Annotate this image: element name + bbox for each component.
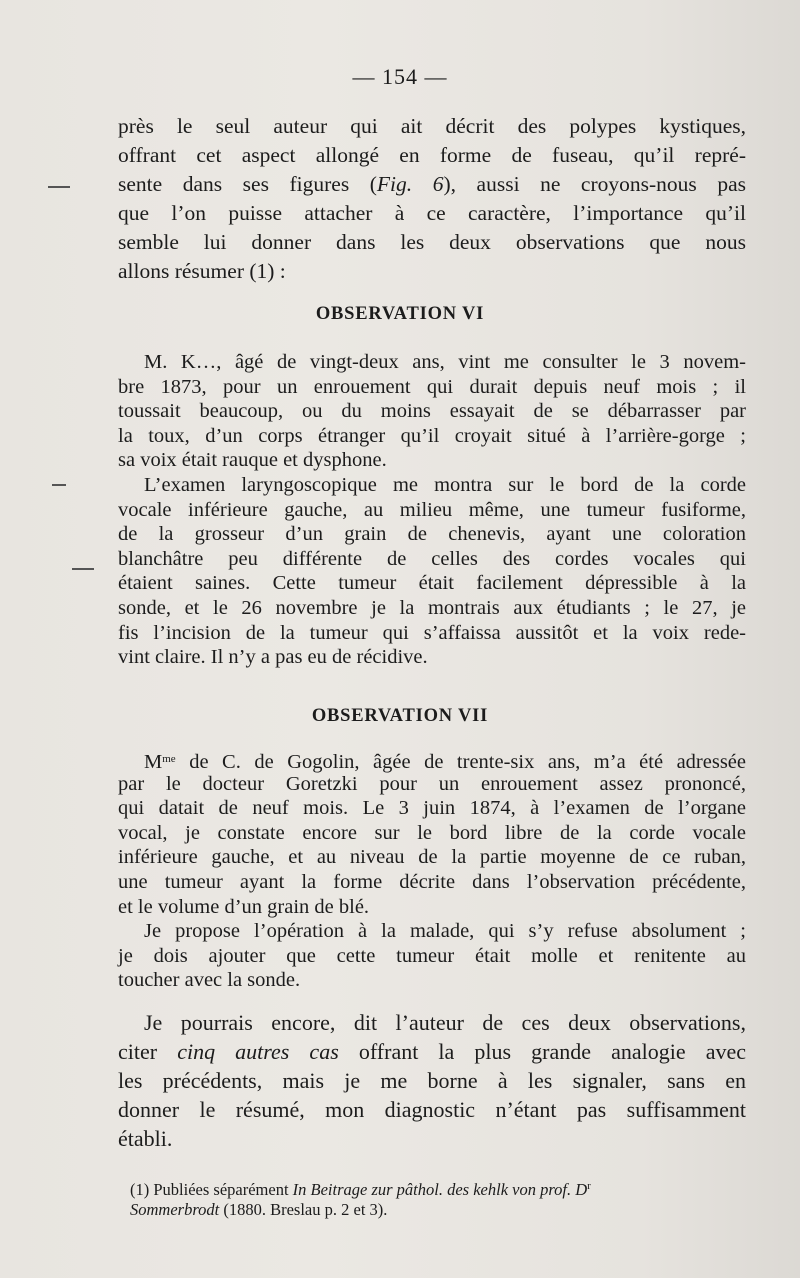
text-line [118,170,746,199]
text-segment: sente dans ses figures ( [118,172,377,196]
text-line: vocale inférieure gauche, au milieu même, une tumeur fusiforme, [118,498,746,521]
text-line: de la grosseur d’un grain de chenevis, ayant une coloration [118,523,746,546]
footnote-tail: (1880. Breslau p. 2 et 3). [219,1200,388,1219]
text-line: une tumeur ayant la forme décrite dans l’observation précédente, [118,870,746,893]
text-line: donner le résumé, mon diagnostic n’étant pas suffisamment [118,1097,746,1122]
superscript: me [162,753,176,765]
text-line: toussait beaucoup, ou du moins essayait de se débarrasser par [118,400,746,423]
observation-vi-text [118,350,746,670]
text-line: je dois ajouter que cette tumeur était molle et renitente au [118,944,746,967]
text-line: par le docteur Goretzki pour un enrouement assez prononcé, [118,772,746,795]
text-segment: M [144,751,163,773]
footnote-line [130,1198,750,1222]
text-line [118,1037,746,1066]
text-segment: de C. de Gogolin, âgée de trente-six ans, m’a été adressée [175,751,746,773]
text-line: Je propose l’opération à la malade, qui s’y refuse absolument ; [144,920,746,943]
text-line: les précédents, mais je me borne à les signaler, sans en [118,1068,746,1093]
text-segment: citer [118,1039,178,1064]
intro-paragraph [118,112,746,286]
text-line: offrant cet aspect allongé en forme de fuseau, qu’il repré- [118,143,746,167]
footnote-source: In Beitrage zur pâthol. des kehlk von prof. D [292,1180,588,1199]
footnote-author: Sommerbrodt [130,1200,220,1219]
figure-reference: Fig. 6 [376,172,444,196]
text-line: vint claire. Il n’y a pas eu de récidive. [118,646,428,669]
margin-mark [52,484,66,486]
text-line: inférieure gauche, et au niveau de la partie moyenne de ce ruban, [118,846,746,869]
footnote [130,1174,750,1222]
text-line: vocal, je constate encore sur le bord libre de la corde vocale [118,821,746,844]
text-line: Je pourrais encore, dit l’auteur de ces deux observations, [144,1010,746,1035]
text-line: sa voix était rauque et dysphone. [118,449,387,472]
text-segment: offrant la plus grande analogie avec [338,1039,746,1064]
text-line: allons résumer (1) : [118,259,286,283]
text-line: et le volume d’un grain de blé. [118,895,370,918]
text-line: fis l’incision de la tumeur qui s’affaissa aussitôt et la voix rede- [118,621,746,644]
margin-mark [48,186,70,188]
observation-vii-text [118,747,746,993]
closing-paragraph [118,1008,746,1153]
text-line: M. K…, âgé de vingt-deux ans, vint me consulter le 3 novem- [144,351,746,373]
margin-mark [72,568,94,570]
text-line: la toux, d’un corps étranger qu’il croyait situé à l’arrière-gorge ; [118,424,746,447]
text-line: bre 1873, pour un enrouement qui durait depuis neuf mois ; il [118,375,746,398]
text-line: qui datait de neuf mois. Le 3 juin 1874, à l’examen de l’organe [118,797,746,820]
text-line [118,747,746,772]
text-line: blanchâtre peu différente de celles des cordes vocales qui [118,547,746,570]
text-line: près le seul auteur qui ait décrit des polypes kystiques, [118,114,746,138]
section-heading-observation-vi: OBSERVATION VI [315,304,485,324]
italic-phrase: cinq autres cas [177,1039,339,1064]
text-line: toucher avec la sonde. [118,969,301,992]
section-heading-observation-vii: OBSERVATION VII [311,706,489,726]
footnote-marker: (1) Publiées séparément [130,1180,293,1199]
text-line: sonde, et le 26 novembre je la montrais aux étudiants ; le 27, je [118,596,746,619]
text-line: semble lui donner dans les deux observations que nous [118,230,746,254]
text-line: établi. [118,1126,173,1151]
superscript: r [587,1180,591,1192]
text-line: que l’on puisse attacher à ce caractère, l’importance qu’il [118,201,746,225]
text-segment: ), aussi ne croyons-nous pas [443,172,746,196]
footnote-line [130,1174,750,1198]
page-number: — 154 — [352,64,448,89]
text-line: étaient saines. Cette tumeur était facilement dépressible à la [118,572,746,595]
text-line: L’examen laryngoscopique me montra sur le bord de la corde [144,473,746,496]
